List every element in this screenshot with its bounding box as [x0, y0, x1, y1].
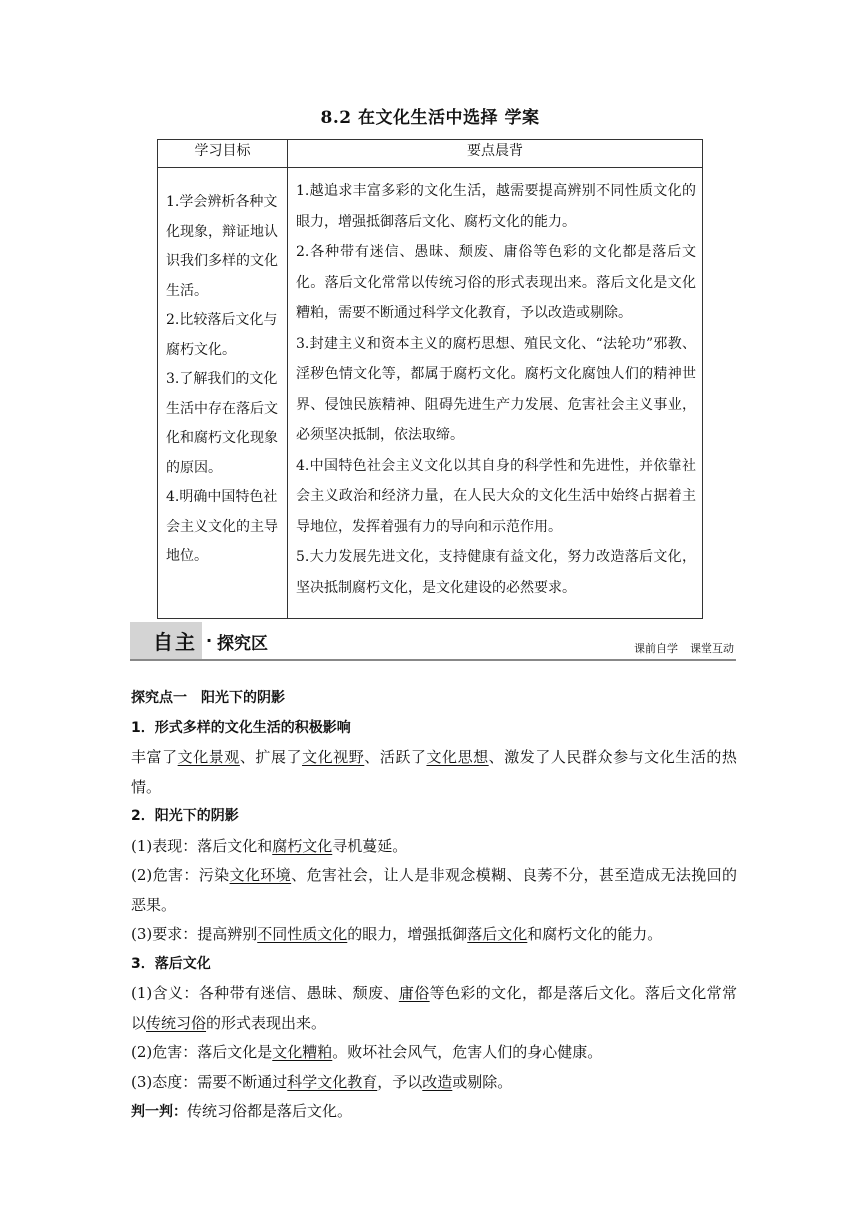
text: 、扩展了	[239, 748, 303, 766]
text: (3)要求：提高辨别	[131, 925, 258, 943]
banner-tag-interaction: 课堂互动	[690, 642, 734, 655]
blank-answer: 传统习俗	[146, 1013, 207, 1032]
blank-answer: 文化视野	[302, 748, 365, 766]
text: 、激发了人民群众参与文化生活的热情。	[131, 748, 737, 796]
text: 。败坏社会风气，危害人们的身心健康。	[332, 1043, 603, 1061]
blank-answer: 腐朽文化	[272, 836, 333, 855]
blank-answer: 文化糟粕	[272, 1043, 333, 1061]
objective-item: 3.了解我们的文化生活中存在落后文化和腐朽文化现象的原因。	[166, 371, 278, 476]
key-points-cell	[288, 168, 703, 619]
banner-sub-label: 探究区	[217, 634, 268, 654]
banner-main-label: 自主	[153, 630, 197, 654]
objectives-table	[157, 139, 703, 619]
blank-answer: 不同性质文化	[257, 925, 348, 943]
page-title: 8.2 在文化生活中选择 学案	[320, 108, 540, 128]
objectives-cell	[158, 168, 288, 619]
text: 等色彩的文化，都是落后文化。落后文化常常以	[131, 984, 737, 1032]
text: 丰富了	[131, 748, 178, 766]
text: (1)含义：各种带有迷信、愚昧、颓废、	[131, 984, 399, 1002]
blank-answer: 改造	[422, 1072, 453, 1091]
study-content	[131, 684, 737, 1128]
judge-label: 判一判：	[131, 1104, 187, 1120]
subheading-2: 2．阳光下的阴影	[131, 808, 239, 824]
subheading-3: 3．落后文化	[131, 955, 211, 972]
key-point-item: 2.各种带有迷信、愚昧、颓废、庸俗等色彩的文化都是落后文化。落后文化常常以传统习俗的形式表现出来。落后文化是文化糟粕，需要不断通过科学文化教育，予以改造或剔除。	[296, 244, 696, 321]
judge-question	[131, 1097, 737, 1128]
objective-item: 2.比较落后文化与腐朽文化。	[166, 312, 278, 358]
blank-answer: 文化景观	[177, 748, 240, 766]
section-banner	[130, 622, 736, 661]
text: (3)态度：需要不断通过	[131, 1072, 288, 1091]
text: (1)表现：落后文化和	[131, 836, 273, 855]
text: (2)危害：污染	[131, 866, 230, 884]
blank-answer: 文化环境	[229, 866, 292, 884]
text: 、危害社会，让人是非观念模糊、良莠不分，甚至造成无法挽回的恶果。	[131, 866, 737, 914]
banner-tag-preview: 课前自学	[634, 642, 678, 655]
text: ，予以	[377, 1072, 423, 1091]
paragraph-4	[131, 920, 737, 950]
banner-tags	[622, 640, 734, 656]
paragraph-1	[131, 743, 737, 802]
judge-text: 传统习俗都是落后文化。	[187, 1102, 353, 1120]
table-row	[158, 168, 703, 619]
paragraph-5	[131, 979, 737, 1038]
key-point-item: 4.中国特色社会主义文化以其自身的科学性和先进性，并依靠社会主义政治和经济力量，在人民大众的文化生活中始终占据着主导地位，发挥着强有力的导向和示范作用。	[296, 457, 696, 535]
text: 寻机蔓延。	[332, 836, 408, 855]
banner-dot: ·	[206, 631, 213, 650]
table-header-row	[158, 140, 703, 168]
key-point-item: 3.封建主义和资本主义的腐朽思想、殖民文化、“法轮功”邪教、淫秽色情文化等，都属于腐朽文化。腐朽文化腐蚀人们的精神世界、侵蚀民族精神、阻碍先进生产力发展、危害社会主义事业，必须坚决抵制，依法取缔。	[296, 335, 696, 443]
blank-answer: 科学文化教育	[287, 1072, 378, 1091]
blank-answer: 文化思想	[426, 748, 489, 766]
text: 的眼力，增强抵御	[347, 925, 468, 943]
paragraph-7	[131, 1068, 737, 1098]
text: 或剔除。	[452, 1072, 513, 1091]
text: 和腐朽文化的能力。	[527, 925, 663, 943]
text: 、活跃了	[364, 748, 427, 766]
text: (2)危害：落后文化是	[131, 1043, 273, 1061]
objective-item: 1.学会辨析各种文化现象，辩证地认识我们多样的文化生活。	[166, 194, 278, 299]
blank-answer: 落后文化	[467, 925, 528, 943]
objective-item: 4.明确中国特色社会主义文化的主导地位。	[166, 489, 278, 564]
subheading-1: 1．形式多样的文化生活的积极影响	[131, 719, 351, 736]
column-header-objectives: 学习目标	[158, 140, 288, 168]
exploration-point-heading: 探究点一 阳光下的阴影	[131, 690, 285, 706]
text: 的形式表现出来。	[206, 1013, 327, 1032]
paragraph-6	[131, 1038, 737, 1068]
paragraph-3	[131, 861, 737, 920]
key-point-item: 1.越追求丰富多彩的文化生活，越需要提高辨别不同性质文化的眼力，增强抵御落后文化、腐朽文化的能力。	[296, 183, 696, 230]
paragraph-2	[131, 832, 737, 862]
banner-rule	[130, 659, 736, 661]
blank-answer: 庸俗	[398, 984, 430, 1002]
key-point-item: 5.大力发展先进文化，支持健康有益文化，努力改造落后文化，坚决抵制腐朽文化，是文化建设的必然要求。	[296, 549, 696, 596]
column-header-key-points: 要点晨背	[288, 140, 703, 168]
